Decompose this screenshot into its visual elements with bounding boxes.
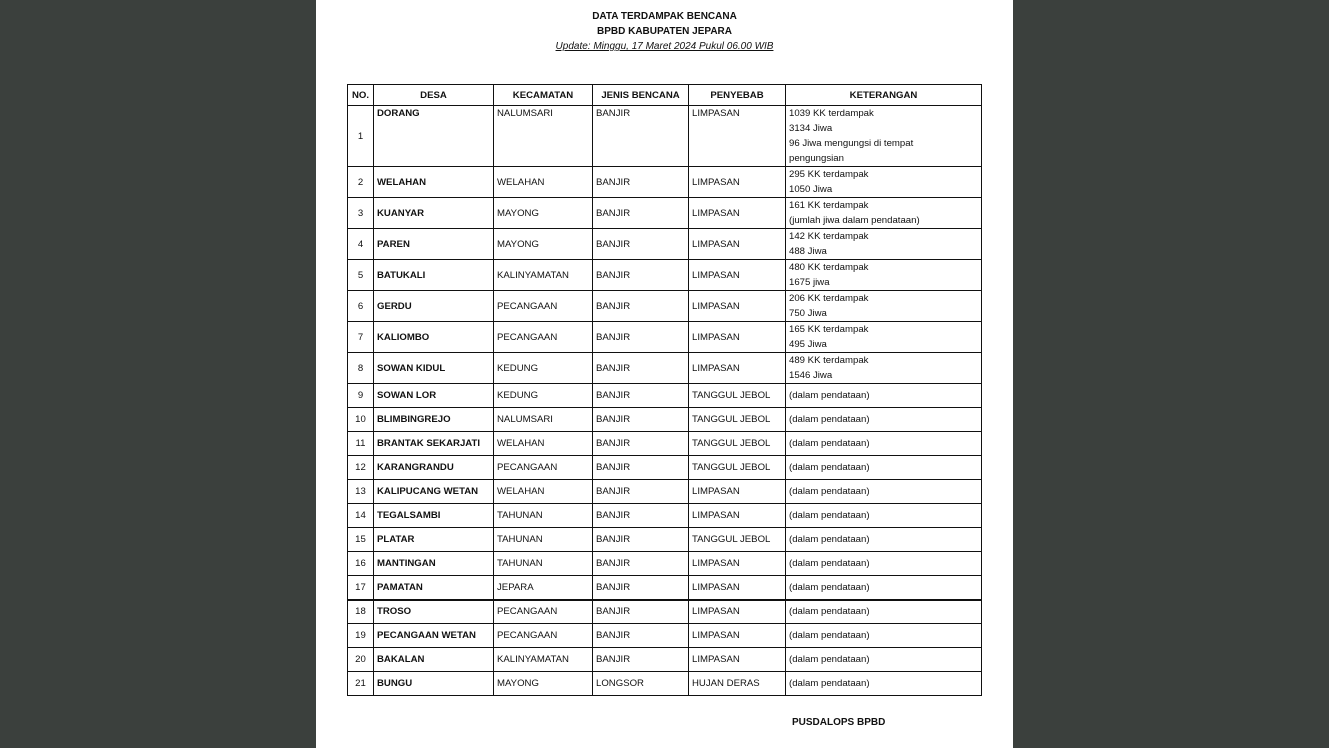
cell-kecamatan: NALUMSARI bbox=[494, 106, 593, 167]
keterangan-line: (dalam pendataan) bbox=[789, 606, 870, 618]
table-row bbox=[348, 106, 982, 167]
document-subtitle: BPBD KABUPATEN JEPARA bbox=[596, 26, 732, 37]
cell-jenis-bencana: BANJIR bbox=[593, 552, 689, 576]
cell-no: 13 bbox=[348, 480, 374, 504]
cell-penyebab: TANGGUL JEBOL bbox=[689, 456, 786, 480]
cell-no: 2 bbox=[348, 167, 374, 198]
keterangan-line: 1675 jiwa bbox=[789, 277, 830, 288]
cell-no: 7 bbox=[348, 322, 374, 353]
cell-desa: BAKALAN bbox=[374, 648, 494, 672]
cell-keterangan bbox=[786, 624, 982, 648]
cell-penyebab: LIMPASAN bbox=[689, 322, 786, 353]
cell-desa: TEGALSAMBI bbox=[374, 504, 494, 528]
table-row bbox=[348, 624, 982, 648]
table-row bbox=[348, 353, 982, 384]
header-kecamatan: KECAMATAN bbox=[494, 85, 593, 106]
document-title: DATA TERDAMPAK BENCANA bbox=[592, 11, 737, 22]
cell-penyebab: LIMPASAN bbox=[689, 167, 786, 198]
header-jenis-bencana: JENIS BENCANA bbox=[593, 85, 689, 106]
table-row bbox=[348, 528, 982, 552]
keterangan-line: (dalam pendataan) bbox=[789, 510, 870, 521]
cell-no: 11 bbox=[348, 432, 374, 456]
cell-jenis-bencana: BANJIR bbox=[593, 600, 689, 624]
cell-no: 5 bbox=[348, 260, 374, 291]
cell-kecamatan: NALUMSARI bbox=[494, 408, 593, 432]
table-row bbox=[348, 576, 982, 600]
cell-keterangan bbox=[786, 552, 982, 576]
cell-kecamatan: KALINYAMATAN bbox=[494, 648, 593, 672]
cell-jenis-bencana: BANJIR bbox=[593, 504, 689, 528]
cell-jenis-bencana: BANJIR bbox=[593, 528, 689, 552]
update-timestamp: Update: Minggu, 17 Maret 2024 Pukul 06.00 WIB bbox=[555, 41, 774, 52]
cell-jenis-bencana: BANJIR bbox=[593, 432, 689, 456]
cell-desa: DORANG bbox=[374, 106, 494, 167]
cell-jenis-bencana: BANJIR bbox=[593, 106, 689, 167]
table-row bbox=[348, 600, 982, 624]
keterangan-line: (dalam pendataan) bbox=[789, 630, 870, 641]
cell-kecamatan: WELAHAN bbox=[494, 432, 593, 456]
cell-jenis-bencana: BANJIR bbox=[593, 648, 689, 672]
cell-jenis-bencana: BANJIR bbox=[593, 456, 689, 480]
cell-jenis-bencana: BANJIR bbox=[593, 408, 689, 432]
keterangan-line: 750 Jiwa bbox=[789, 308, 827, 319]
cell-jenis-bencana: BANJIR bbox=[593, 291, 689, 322]
cell-keterangan bbox=[786, 198, 982, 229]
cell-penyebab: LIMPASAN bbox=[689, 624, 786, 648]
cell-jenis-bencana: BANJIR bbox=[593, 198, 689, 229]
keterangan-line: 495 Jiwa bbox=[789, 339, 827, 350]
cell-desa: KUANYAR bbox=[374, 198, 494, 229]
cell-keterangan bbox=[786, 432, 982, 456]
keterangan-line: (dalam pendataan) bbox=[789, 678, 870, 689]
cell-kecamatan: TAHUNAN bbox=[494, 528, 593, 552]
cell-keterangan bbox=[786, 322, 982, 353]
cell-kecamatan: PECANGAAN bbox=[494, 322, 593, 353]
cell-penyebab: TANGGUL JEBOL bbox=[689, 384, 786, 408]
cell-keterangan bbox=[786, 504, 982, 528]
table-row bbox=[348, 408, 982, 432]
cell-desa: BLIMBINGREJO bbox=[374, 408, 494, 432]
table-row bbox=[348, 648, 982, 672]
cell-no: 1 bbox=[348, 106, 374, 167]
keterangan-line: 96 Jiwa mengungsi di tempat bbox=[789, 138, 914, 149]
cell-desa: BRANTAK SEKARJATI bbox=[374, 432, 494, 456]
keterangan-line: (dalam pendataan) bbox=[789, 486, 870, 497]
cell-kecamatan: JEPARA bbox=[494, 576, 593, 600]
cell-penyebab: LIMPASAN bbox=[689, 504, 786, 528]
cell-jenis-bencana: BANJIR bbox=[593, 353, 689, 384]
header-no: NO. bbox=[348, 85, 374, 106]
cell-penyebab: LIMPASAN bbox=[689, 600, 786, 624]
cell-desa: GERDU bbox=[374, 291, 494, 322]
cell-desa: MANTINGAN bbox=[374, 552, 494, 576]
cell-keterangan bbox=[786, 600, 982, 624]
cell-no: 14 bbox=[348, 504, 374, 528]
cell-desa: BUNGU bbox=[374, 672, 494, 696]
cell-kecamatan: PECANGAAN bbox=[494, 600, 593, 624]
cell-kecamatan: WELAHAN bbox=[494, 480, 593, 504]
keterangan-line: (dalam pendataan) bbox=[789, 462, 870, 473]
keterangan-line: 161 KK terdampak bbox=[789, 200, 869, 211]
cell-kecamatan: PECANGAAN bbox=[494, 624, 593, 648]
cell-keterangan bbox=[786, 384, 982, 408]
keterangan-line: 489 KK terdampak bbox=[789, 355, 869, 366]
table-row bbox=[348, 260, 982, 291]
cell-no: 12 bbox=[348, 456, 374, 480]
cell-no: 8 bbox=[348, 353, 374, 384]
header-penyebab: PENYEBAB bbox=[689, 85, 786, 106]
cell-no: 15 bbox=[348, 528, 374, 552]
cell-penyebab: LIMPASAN bbox=[689, 229, 786, 260]
cell-jenis-bencana: BANJIR bbox=[593, 260, 689, 291]
cell-kecamatan: PECANGAAN bbox=[494, 291, 593, 322]
document-footer: PUSDALOPS BPBD bbox=[792, 717, 886, 728]
cell-keterangan bbox=[786, 229, 982, 260]
cell-kecamatan: TAHUNAN bbox=[494, 504, 593, 528]
cell-kecamatan: MAYONG bbox=[494, 198, 593, 229]
keterangan-line: 480 KK terdampak bbox=[789, 262, 869, 273]
cell-penyebab: TANGGUL JEBOL bbox=[689, 528, 786, 552]
cell-penyebab: HUJAN DERAS bbox=[689, 672, 786, 696]
keterangan-line: (dalam pendataan) bbox=[789, 414, 870, 425]
cell-desa: KALIOMBO bbox=[374, 322, 494, 353]
cell-kecamatan: WELAHAN bbox=[494, 167, 593, 198]
keterangan-line: 142 KK terdampak bbox=[789, 231, 869, 242]
cell-penyebab: LIMPASAN bbox=[689, 260, 786, 291]
cell-keterangan bbox=[786, 672, 982, 696]
cell-kecamatan: MAYONG bbox=[494, 672, 593, 696]
header-keterangan: KETERANGAN bbox=[786, 85, 982, 106]
table-row bbox=[348, 672, 982, 696]
keterangan-line: pengungsian bbox=[789, 153, 844, 164]
cell-penyebab: LIMPASAN bbox=[689, 648, 786, 672]
cell-desa: PAREN bbox=[374, 229, 494, 260]
cell-keterangan bbox=[786, 291, 982, 322]
cell-kecamatan: MAYONG bbox=[494, 229, 593, 260]
table-row bbox=[348, 480, 982, 504]
cell-keterangan bbox=[786, 528, 982, 552]
cell-keterangan bbox=[786, 260, 982, 291]
cell-penyebab: TANGGUL JEBOL bbox=[689, 432, 786, 456]
cell-keterangan bbox=[786, 456, 982, 480]
cell-penyebab: LIMPASAN bbox=[689, 291, 786, 322]
cell-no: 20 bbox=[348, 648, 374, 672]
cell-penyebab: TANGGUL JEBOL bbox=[689, 408, 786, 432]
document-page bbox=[316, 0, 1013, 748]
cell-no: 4 bbox=[348, 229, 374, 260]
cell-penyebab: LIMPASAN bbox=[689, 353, 786, 384]
cell-no: 21 bbox=[348, 672, 374, 696]
table-row bbox=[348, 291, 982, 322]
table-row bbox=[348, 504, 982, 528]
cell-jenis-bencana: BANJIR bbox=[593, 480, 689, 504]
cell-no: 17 bbox=[348, 576, 374, 600]
cell-penyebab: LIMPASAN bbox=[689, 480, 786, 504]
cell-keterangan bbox=[786, 648, 982, 672]
header-desa: DESA bbox=[374, 85, 494, 106]
keterangan-line: (dalam pendataan) bbox=[789, 654, 870, 665]
table-row bbox=[348, 456, 982, 480]
cell-no: 19 bbox=[348, 624, 374, 648]
cell-keterangan bbox=[786, 106, 982, 167]
cell-desa: TROSO bbox=[374, 600, 494, 624]
keterangan-line: (dalam pendataan) bbox=[789, 558, 870, 569]
cell-jenis-bencana: BANJIR bbox=[593, 167, 689, 198]
cell-no: 9 bbox=[348, 384, 374, 408]
cell-jenis-bencana: BANJIR bbox=[593, 624, 689, 648]
table-row bbox=[348, 229, 982, 260]
cell-desa: PAMATAN bbox=[374, 576, 494, 600]
keterangan-line: 488 Jiwa bbox=[789, 246, 827, 257]
cell-kecamatan: PECANGAAN bbox=[494, 456, 593, 480]
cell-jenis-bencana: BANJIR bbox=[593, 384, 689, 408]
table-row bbox=[348, 384, 982, 408]
cell-penyebab: LIMPASAN bbox=[689, 198, 786, 229]
keterangan-line: 206 KK terdampak bbox=[789, 293, 869, 304]
table-row bbox=[348, 198, 982, 229]
cell-penyebab: LIMPASAN bbox=[689, 106, 786, 167]
keterangan-line: 3134 Jiwa bbox=[789, 123, 833, 134]
keterangan-line: (dalam pendataan) bbox=[789, 390, 870, 401]
cell-desa: BATUKALI bbox=[374, 260, 494, 291]
cell-keterangan bbox=[786, 480, 982, 504]
cell-keterangan bbox=[786, 353, 982, 384]
cell-kecamatan: KEDUNG bbox=[494, 384, 593, 408]
cell-keterangan bbox=[786, 408, 982, 432]
cell-desa: SOWAN KIDUL bbox=[374, 353, 494, 384]
table-row bbox=[348, 552, 982, 576]
keterangan-line: (dalam pendataan) bbox=[789, 581, 870, 593]
cell-desa: KALIPUCANG WETAN bbox=[374, 480, 494, 504]
table-row bbox=[348, 432, 982, 456]
cell-no: 18 bbox=[348, 600, 374, 624]
keterangan-line: 1050 Jiwa bbox=[789, 184, 833, 195]
cell-jenis-bencana: BANJIR bbox=[593, 576, 689, 600]
cell-jenis-bencana: LONGSOR bbox=[593, 672, 689, 696]
cell-kecamatan: TAHUNAN bbox=[494, 552, 593, 576]
table-row bbox=[348, 167, 982, 198]
keterangan-line: 1039 KK terdampak bbox=[789, 108, 874, 119]
keterangan-line: (jumlah jiwa dalam pendataan) bbox=[789, 215, 920, 226]
cell-kecamatan: KALINYAMATAN bbox=[494, 260, 593, 291]
keterangan-line: 1546 Jiwa bbox=[789, 370, 833, 381]
cell-desa: KARANGRANDU bbox=[374, 456, 494, 480]
table-row bbox=[348, 322, 982, 353]
cell-desa: SOWAN LOR bbox=[374, 384, 494, 408]
cell-jenis-bencana: BANJIR bbox=[593, 322, 689, 353]
cell-no: 6 bbox=[348, 291, 374, 322]
cell-no: 16 bbox=[348, 552, 374, 576]
cell-keterangan bbox=[786, 576, 982, 600]
keterangan-line: 165 KK terdampak bbox=[789, 324, 869, 335]
cell-penyebab: LIMPASAN bbox=[689, 576, 786, 600]
cell-no: 10 bbox=[348, 408, 374, 432]
keterangan-line: (dalam pendataan) bbox=[789, 534, 870, 545]
keterangan-line: (dalam pendataan) bbox=[789, 438, 870, 449]
cell-kecamatan: KEDUNG bbox=[494, 353, 593, 384]
cell-desa: WELAHAN bbox=[374, 167, 494, 198]
cell-jenis-bencana: BANJIR bbox=[593, 229, 689, 260]
cell-keterangan bbox=[786, 167, 982, 198]
cell-no: 3 bbox=[348, 198, 374, 229]
disaster-impact-table bbox=[347, 84, 982, 696]
cell-penyebab: LIMPASAN bbox=[689, 552, 786, 576]
keterangan-line: 295 KK terdampak bbox=[789, 169, 869, 180]
table-header-row bbox=[348, 85, 982, 106]
cell-desa: PLATAR bbox=[374, 528, 494, 552]
cell-desa: PECANGAAN WETAN bbox=[374, 624, 494, 648]
